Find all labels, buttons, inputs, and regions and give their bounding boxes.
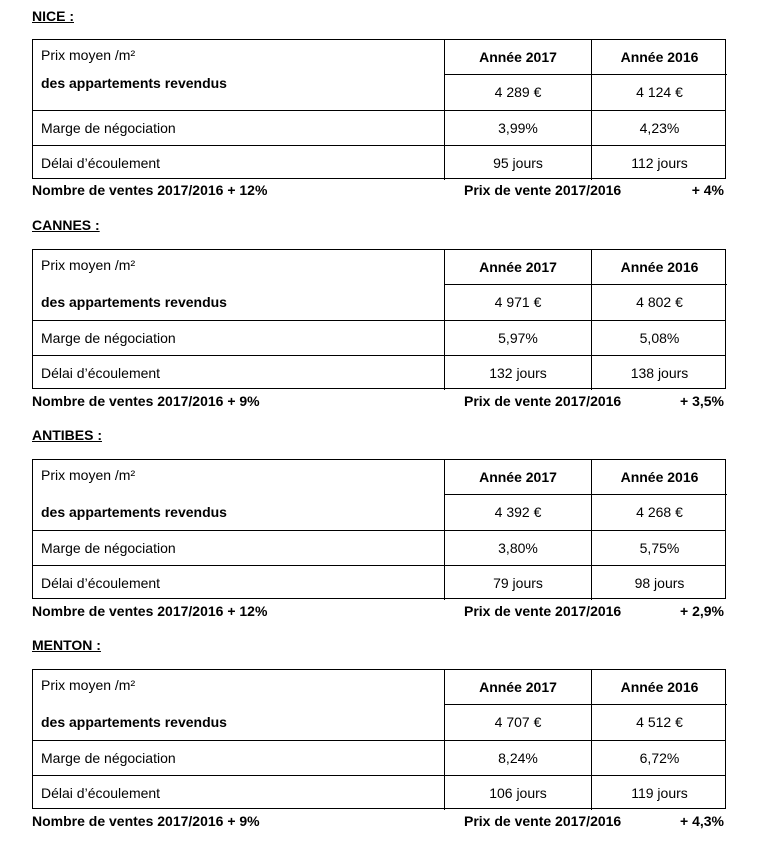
table-row-marge: [33, 320, 725, 355]
table-row-marge: [33, 110, 725, 145]
prix-label-line1: Prix moyen /m²: [41, 47, 136, 63]
delai-2016-value: 119 jours: [591, 776, 727, 810]
header-year-2016: Année 2016: [591, 670, 727, 705]
delai-label: Délai d’écoulement: [41, 784, 161, 801]
table-row-prix-values: [33, 75, 725, 110]
city-heading-cannes: CANNES :: [32, 217, 100, 233]
footer-nice: [32, 181, 726, 199]
city-heading-menton: MENTON :: [32, 637, 101, 653]
nombre-ventes-text: Nombre de ventes 2017/2016 + 12%: [32, 182, 268, 198]
table-row-prix-values: [33, 285, 725, 320]
delai-label: Délai d’écoulement: [41, 154, 161, 171]
delai-2017-value: 95 jours: [444, 146, 591, 180]
price-table-nice: [32, 39, 726, 179]
prix-2016-value: 4 124 €: [591, 75, 727, 110]
header-year-2016: Année 2016: [591, 460, 727, 495]
table-row-delai: [33, 565, 725, 600]
price-table-cannes: [32, 249, 726, 389]
footer-antibes: [32, 602, 726, 620]
nombre-ventes-text: Nombre de ventes 2017/2016 + 9%: [32, 393, 260, 409]
table-row-delai: [33, 145, 725, 180]
prix-2016-value: 4 512 €: [591, 705, 727, 740]
prix-vente-label: Prix de vente 2017/2016: [464, 603, 622, 619]
marge-2017-value: 3,80%: [444, 531, 591, 565]
marge-label: Marge de négociation: [41, 119, 176, 136]
prix-vente-evolution: + 2,9%: [680, 603, 724, 619]
delai-2016-value: 98 jours: [591, 566, 727, 600]
header-year-2016: Année 2016: [591, 250, 727, 285]
table-row-delai: [33, 775, 725, 810]
prix-2016-value: 4 268 €: [591, 495, 727, 530]
footer-menton: [32, 812, 726, 830]
header-year-2017: Année 2017: [444, 40, 591, 75]
prix-label-line1: Prix moyen /m²: [41, 467, 136, 483]
header-year-2016: Année 2016: [591, 40, 727, 75]
marge-2016-value: 4,23%: [591, 111, 727, 145]
prix-vente-label: Prix de vente 2017/2016: [464, 182, 622, 198]
table-row-delai: [33, 355, 725, 390]
delai-label: Délai d’écoulement: [41, 364, 161, 381]
marge-2016-value: 5,08%: [591, 321, 727, 355]
table-row-prix-header: [33, 40, 725, 75]
prix-2017-value: 4 707 €: [444, 705, 591, 740]
prix-vente-evolution: + 4%: [691, 182, 724, 198]
table-row-marge: [33, 530, 725, 565]
nombre-ventes-text: Nombre de ventes 2017/2016 + 12%: [32, 603, 268, 619]
table-row-marge: [33, 740, 725, 775]
marge-2017-value: 5,97%: [444, 321, 591, 355]
delai-label: Délai d’écoulement: [41, 574, 161, 591]
header-year-2017: Année 2017: [444, 250, 591, 285]
city-heading-nice: NICE :: [32, 8, 74, 24]
city-heading-antibes: ANTIBES :: [32, 427, 102, 443]
header-year-2017: Année 2017: [444, 670, 591, 705]
marge-2016-value: 5,75%: [591, 531, 727, 565]
prix-vente-evolution: + 3,5%: [680, 393, 724, 409]
prix-vente-evolution: + 4,3%: [680, 813, 724, 829]
table-row-prix-values: [33, 705, 725, 740]
footer-cannes: [32, 392, 726, 410]
prix-label-line1: Prix moyen /m²: [41, 677, 136, 693]
price-table-menton: [32, 669, 726, 809]
prix-2017-value: 4 392 €: [444, 495, 591, 530]
prix-label-line2: des appartements revendus: [41, 294, 227, 310]
prix-label-line2: des appartements revendus: [41, 714, 227, 730]
marge-2016-value: 6,72%: [591, 741, 727, 775]
delai-2016-value: 112 jours: [591, 146, 727, 180]
nombre-ventes-text: Nombre de ventes 2017/2016 + 9%: [32, 813, 260, 829]
prix-label-line2: des appartements revendus: [41, 504, 227, 520]
marge-label: Marge de négociation: [41, 329, 176, 346]
marge-2017-value: 8,24%: [444, 741, 591, 775]
marge-2017-value: 3,99%: [444, 111, 591, 145]
prix-2017-value: 4 971 €: [444, 285, 591, 320]
prix-2017-value: 4 289 €: [444, 75, 591, 110]
delai-2017-value: 106 jours: [444, 776, 591, 810]
prix-vente-label: Prix de vente 2017/2016: [464, 393, 622, 409]
delai-2017-value: 132 jours: [444, 356, 591, 390]
price-table-antibes: [32, 459, 726, 599]
table-row-prix-header: [33, 670, 725, 705]
table-row-prix-header: [33, 250, 725, 285]
prix-vente-label: Prix de vente 2017/2016: [464, 813, 622, 829]
prix-label-line1: Prix moyen /m²: [41, 257, 136, 273]
marge-label: Marge de négociation: [41, 749, 176, 766]
table-row-prix-values: [33, 495, 725, 530]
table-row-prix-header: [33, 460, 725, 495]
prix-2016-value: 4 802 €: [591, 285, 727, 320]
marge-label: Marge de négociation: [41, 539, 176, 556]
prix-label-line2: des appartements revendus: [41, 75, 227, 91]
delai-2017-value: 79 jours: [444, 566, 591, 600]
header-year-2017: Année 2017: [444, 460, 591, 495]
delai-2016-value: 138 jours: [591, 356, 727, 390]
